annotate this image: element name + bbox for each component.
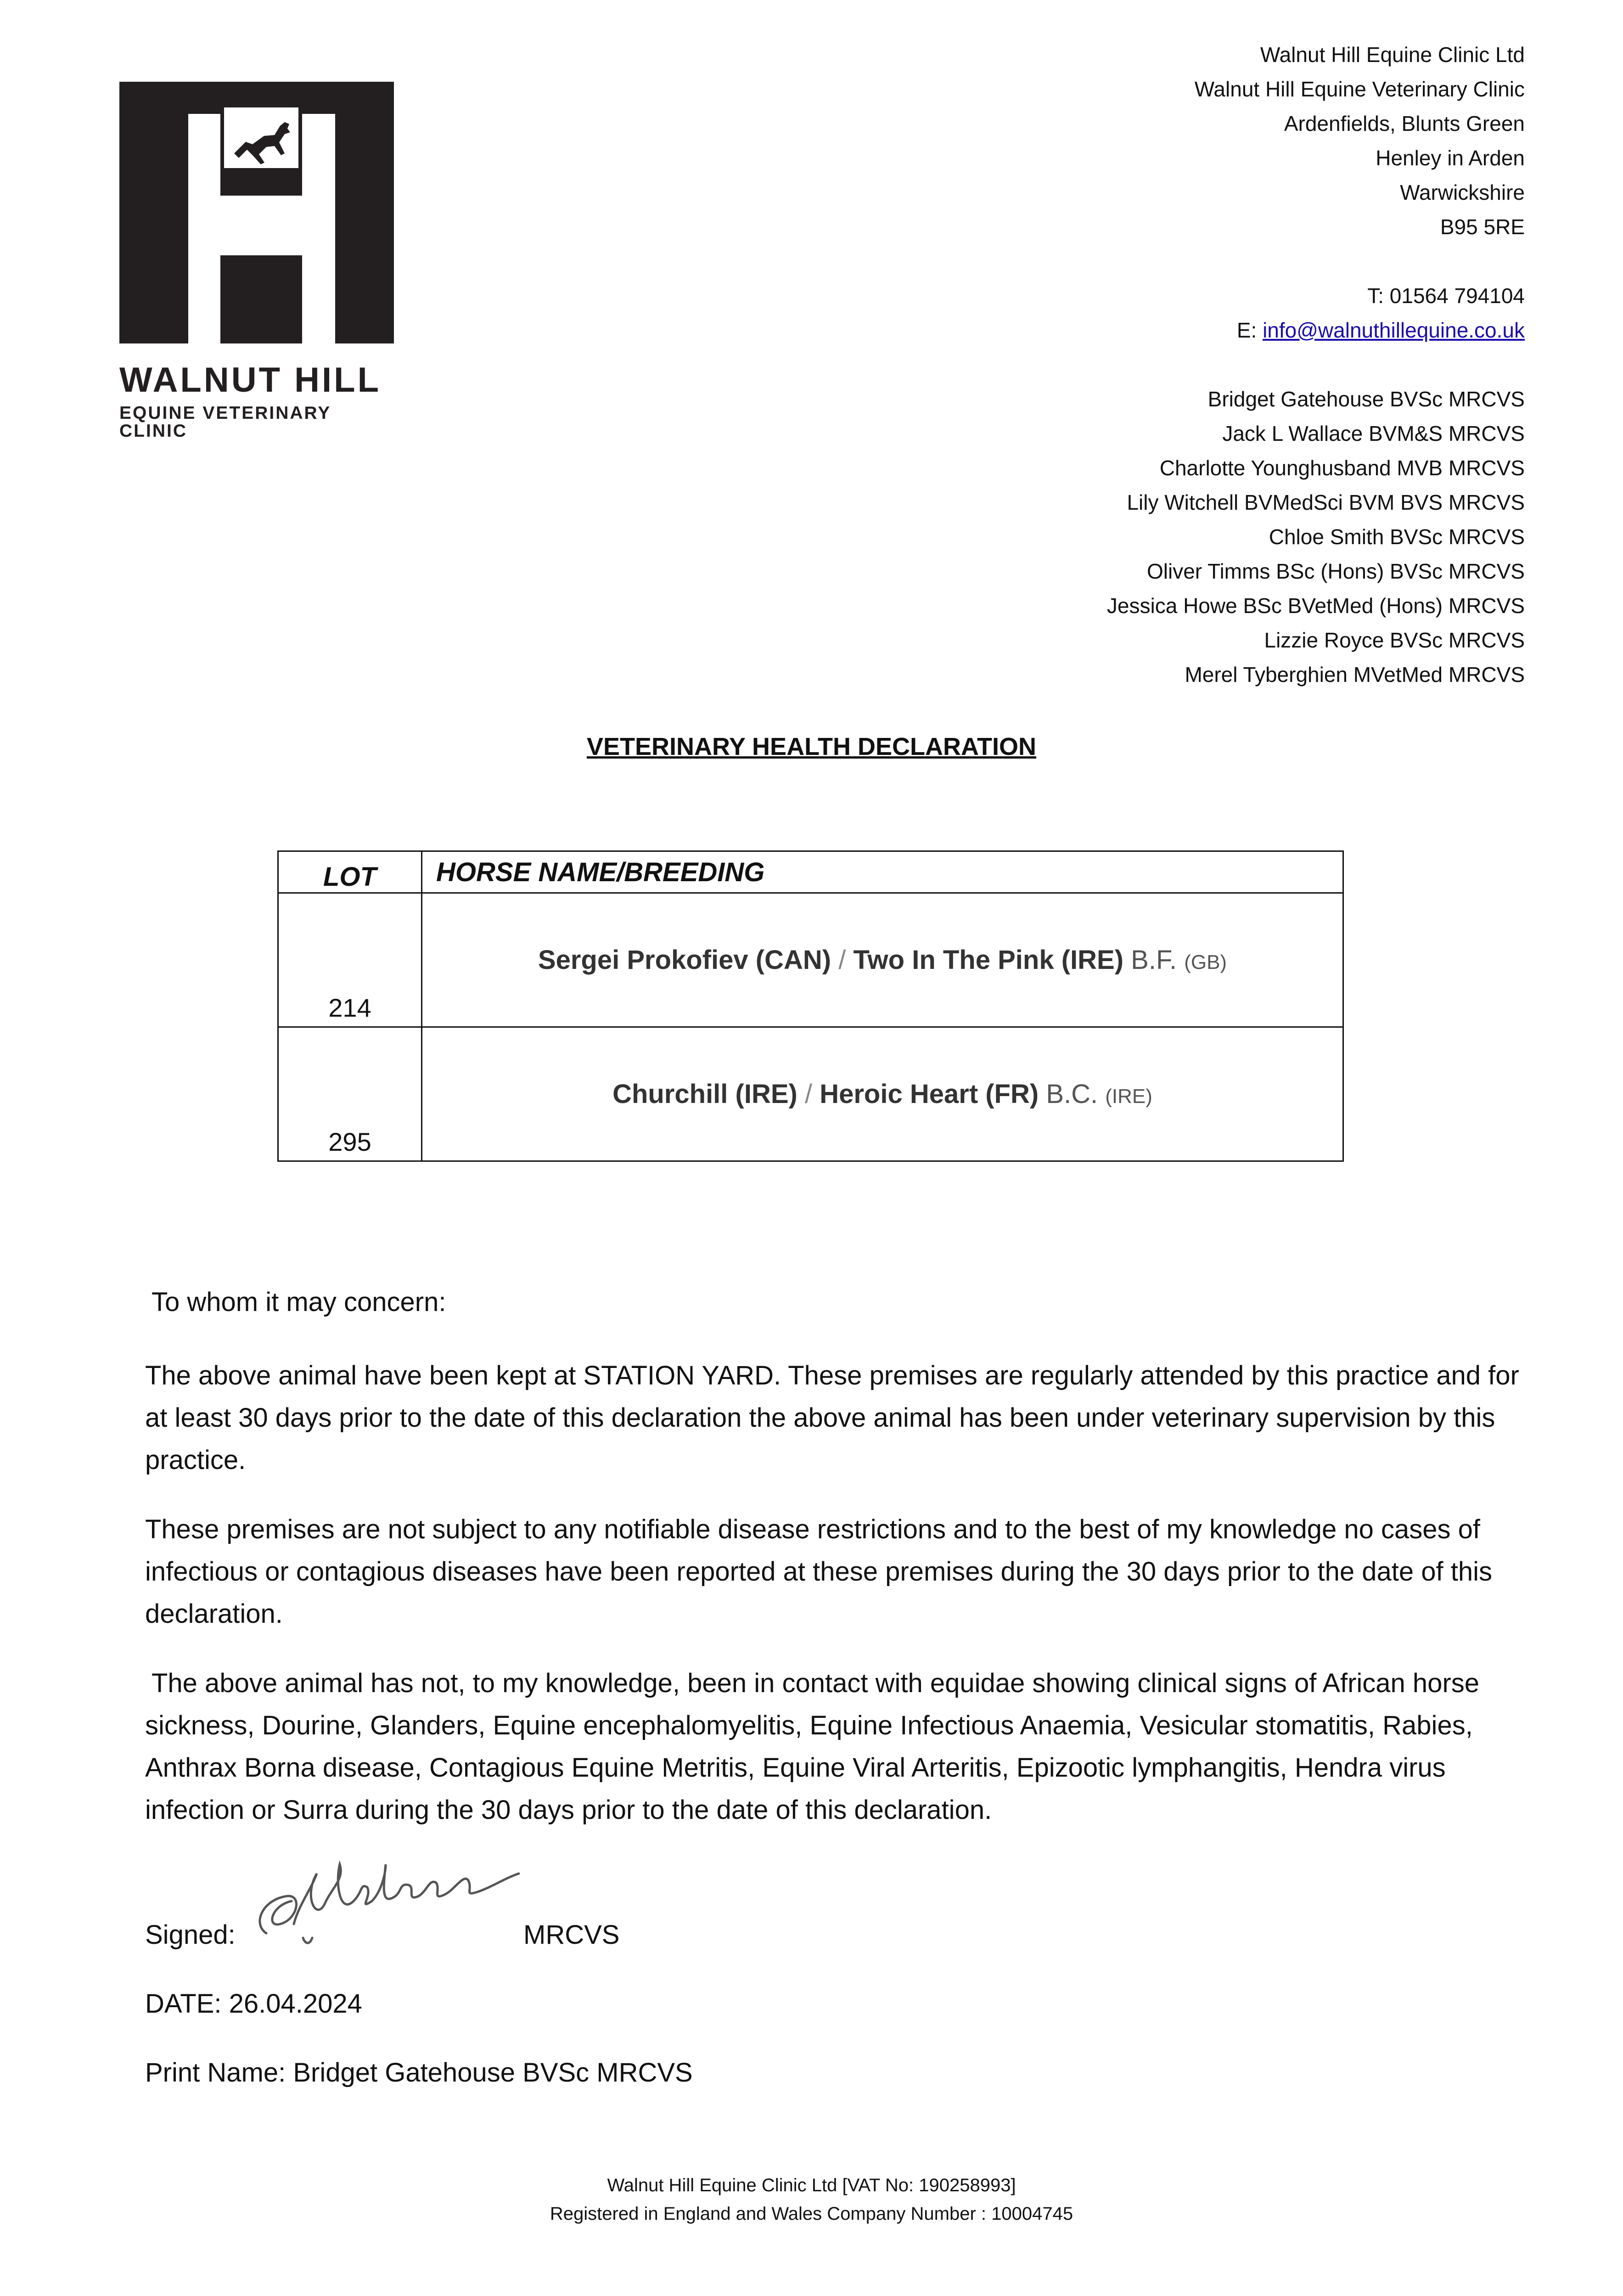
footer-registration: Registered in England and Wales Company Number : 10004745 [550, 2204, 1073, 2224]
clinic-logo [119, 82, 395, 440]
vet-name: Jack L Wallace BVM&S MRCVS [1222, 422, 1525, 445]
email-link[interactable]: info@walnuthillequine.co.uk [1263, 318, 1525, 342]
origin-code: (GB) [1184, 951, 1227, 974]
email-line [1107, 313, 1525, 348]
dam-name: Heroic Heart (FR) [820, 1079, 1039, 1109]
signature-image [248, 1846, 533, 1952]
vet-name: Lily Witchell BVMedSci BVM BVS MRCVS [1127, 490, 1525, 514]
declaration-date: DATE: 26.04.2024 [145, 1989, 362, 2019]
vet-name: Jessica Howe BSc BVetMed (Hons) MRCVS [1106, 594, 1525, 618]
print-name: Print Name: Bridget Gatehouse BVSc MRCVS [145, 2058, 693, 2088]
phone: T: 01564 794104 [1367, 284, 1525, 308]
clinic-name: Walnut Hill Equine Veterinary Clinic [1194, 77, 1525, 101]
vet-name: Charlotte Younghusband MVB MRCVS [1159, 456, 1525, 480]
vet-name: Lizzie Royce BVSc MRCVS [1264, 628, 1525, 652]
vet-name: Bridget Gatehouse BVSc MRCVS [1207, 387, 1525, 411]
paragraph-diseases: The above animal has not, to my knowledge, been in contact with equidae showing clinical signs of African horse sickness, Dourine, Glanders, Equine encephalomyelitis, Equine Infectious Anaemia, Vesicular stomatitis, Rabies, Anthrax Borna disease, Contagious Equine Metritis, Equine Viral Arteritis, Epizootic lymphangitis, Hendra virus infection or Surra during the 30 days prior to the date of this declaration. [145, 1668, 1480, 1825]
lot-number: 295 [278, 1027, 422, 1161]
horse-table [277, 850, 1344, 1162]
address-postcode: B95 5RE [1440, 215, 1525, 239]
company-name: Walnut Hill Equine Clinic Ltd [1260, 43, 1525, 67]
logo-h-mark [119, 82, 394, 343]
origin-code: (IRE) [1105, 1085, 1152, 1108]
vet-name: Chloe Smith BVSc MRCVS [1269, 525, 1525, 549]
horse-icon [220, 98, 302, 195]
table-row [278, 1027, 1343, 1161]
document-title: VETERINARY HEALTH DECLARATION [586, 733, 1036, 760]
salutation: To whom it may concern: [152, 1287, 446, 1317]
logo-name: WALNUT HILL [119, 360, 382, 400]
signature-suffix: MRCVS [523, 1920, 620, 1950]
address-line2: Henley in Arden [1376, 146, 1525, 170]
vet-name: Merel Tyberghien MVetMed MRCVS [1185, 663, 1525, 687]
address-block [1107, 38, 1525, 692]
email-prefix: E: [1236, 318, 1263, 342]
signed-label: Signed: [145, 1920, 236, 1950]
table-header-row [278, 851, 1343, 893]
paragraph-restrictions: These premises are not subject to any notifiable disease restrictions and to the best of my knowledge no cases of infectious or contagious diseases have been reported at these premises during the 30 days prior to the date of this declaration. [145, 1514, 1493, 1629]
sex-color-code: B.C. [1046, 1079, 1098, 1109]
address-line1: Ardenfields, Blunts Green [1284, 112, 1525, 135]
table-row [278, 893, 1343, 1027]
paragraph-supervision: The above animal have been kept at STATION YARD. These premises are regularly attended by this practice and for at least 30 days prior to the date of this declaration the above animal has been under veterinary supervision by this practice. [145, 1361, 1519, 1475]
horse-breeding [422, 893, 1343, 1027]
lot-header: LOT [278, 851, 422, 893]
sire-name: Sergei Prokofiev (CAN) [538, 945, 831, 975]
breeding-separator: / [804, 1079, 813, 1109]
footer-vat: Walnut Hill Equine Clinic Ltd [VAT No: 190258993] [607, 2175, 1016, 2195]
logo-tagline: EQUINE VETERINARY CLINIC [119, 403, 331, 441]
dam-name: Two In The Pink (IRE) [853, 945, 1124, 975]
horse-breeding [422, 1027, 1343, 1161]
breeding-separator: / [838, 945, 846, 975]
breeding-header: HORSE NAME/BREEDING [422, 851, 1343, 893]
sex-color-code: B.F. [1131, 945, 1177, 975]
address-county: Warwickshire [1400, 180, 1525, 204]
footer [0, 2171, 1623, 2228]
vet-name: Oliver Timms BSc (Hons) BVSc MRCVS [1147, 559, 1525, 583]
lot-number: 214 [278, 893, 422, 1027]
sire-name: Churchill (IRE) [612, 1079, 797, 1109]
